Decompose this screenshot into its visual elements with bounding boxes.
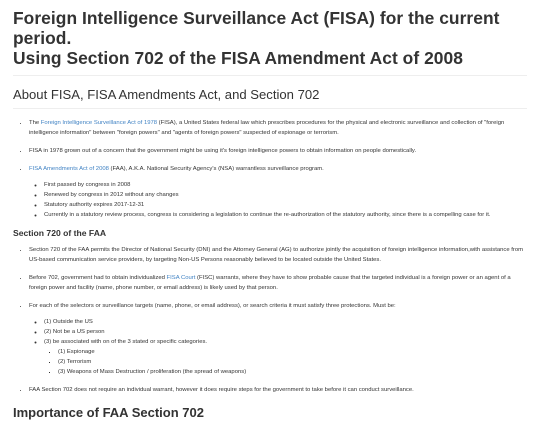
list-item-text: (FISC) warrants, where they have to show probable cause that the targeted individual is a foreign power or an agent of a foreign power and facility (name, phone number, or email address) is likely used by that person.	[29, 275, 511, 291]
list-item-text: (FISA), a United States federal law which prescribes procedures for the physical and electronic surveillance and collection of "foreign intelligence information" between "foreign powers" and "agents of foreign powers" suspected of espionage or terrorism.	[29, 120, 505, 136]
categories-sub-list	[44, 347, 527, 377]
fisa-1978-link[interactable]: Foreign Intelligence Surveillance Act of 1978	[40, 120, 158, 126]
list-item: ◦ (1) Outside the US	[44, 317, 527, 327]
list-item: ▪ (3) Weapons of Mass Destruction / proliferation (the spread of weapons)	[58, 367, 527, 377]
faa-2008-link[interactable]: FISA Amendments Act of 2008	[29, 166, 109, 172]
list-item: ◦ (2) Not be a US person	[44, 327, 527, 337]
list-item-text: (FAA), A.K.A. National Security Agency's (NSA) warrantless surveillance program.	[108, 166, 324, 172]
page-title-line-2: Using Section 702 of the FISA Amendment Act of 2008	[13, 48, 463, 68]
list-item-text: Before 702, government had to obtain individualized	[29, 275, 167, 281]
list-item-before-702	[29, 273, 527, 293]
about-heading: About FISA, FISA Amendments Act, and Section 702	[13, 87, 527, 109]
page-title	[13, 8, 527, 76]
list-item-text: The	[29, 120, 41, 126]
list-item: ◦ Statutory authority expires 2017-12-31	[44, 200, 527, 210]
page-title-line-1: Foreign Intelligence Surveillance Act (FISA) for the current period.	[13, 8, 500, 48]
list-item: ◦ Renewed by congress in 2012 without any changes	[44, 190, 527, 200]
list-item-text: (3) be associated with on of the 3 stated or specific categories.	[44, 339, 208, 345]
faa-sub-list	[29, 180, 527, 220]
list-item-fisa-concern: • FISA in 1978 grown out of a concern that the government might be using it's foreign intelligence powers to obtain information on people domestically.	[29, 146, 527, 156]
list-item: ◦ Currently in a statutory review process, congress is considering a legislation to continue the re-authorization of the statutory authority, since there is a compelling case for it.	[44, 210, 527, 220]
list-item-no-warrant: • FAA Section 702 does not require an individual warrant, however it does require steps for the government to take before it can conduct surveillance.	[29, 385, 527, 395]
fisa-court-link[interactable]: FISA Court	[166, 275, 196, 281]
section-720-heading: Section 720 of the FAA	[13, 228, 107, 238]
list-item-faa-2008	[29, 164, 527, 220]
about-list	[13, 118, 527, 220]
list-item-fisa-1978	[29, 118, 527, 138]
list-item: ▪ (1) Espionage	[58, 347, 527, 357]
protections-sub-list	[29, 317, 527, 377]
list-item-protections	[29, 301, 527, 377]
list-item-text: For each of the selectors or surveillance targets (name, phone, or email address), or search criteria it must satisfy three protections. Must be:	[29, 303, 396, 309]
list-item-section-720: • Section 720 of the FAA permits the Director of National Security (DNI) and the Attorney General (AG) to authorize jointly the acquisition of foreign intelligence information,with assistance from US-based communication service providers, by targeting Non-US Persons reasonably believed to be located outside the United States.	[29, 245, 527, 265]
importance-heading: Importance of FAA Section 702	[13, 405, 204, 420]
list-item: ◦ First passed by congress in 2008	[44, 180, 527, 190]
section-720-list	[13, 245, 527, 395]
list-item	[44, 337, 527, 377]
list-item: ▪ (2) Terrorism	[58, 357, 527, 367]
